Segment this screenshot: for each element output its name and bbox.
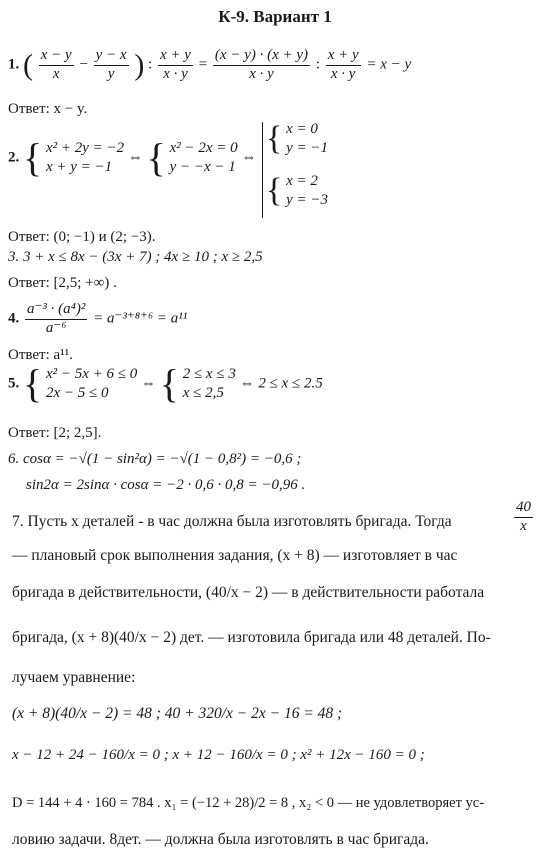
task-3-solution: 3. 3 + x ≤ 8x − (3x + 7) ; 4x ≥ 10 ; x ≥ 2,5 bbox=[8, 249, 263, 265]
fraction: $\frac{x - y}{x}$ bbox=[40, 47, 72, 82]
task-5-number: 5. bbox=[8, 375, 20, 392]
union-bracket bbox=[262, 122, 263, 218]
task-5-answer: Ответ: [2; 2,5]. bbox=[8, 425, 102, 441]
task-5-system: 5. { x² − 5x + 6 ≤ 0 2x − 5 ≤ 0 ⇔ { 2 ≤ x ≤ 3 x ≤ 2,5 ⇔ 2 ≤ x ≤ 2.5 bbox=[8, 361, 323, 406]
task-7-equation-1: (x + 8)(40/x − 2) = 48 ; 40 + 320/x − 2x − 16 = 48 ; bbox=[12, 705, 343, 722]
task-4-expression: 4. $\frac{\text{a⁻³ · (a⁴)²}}{\text{a⁻⁶}}$ = a⁻³⁺⁸⁺⁶ = a¹¹ bbox=[8, 301, 188, 336]
task-1-equation: 1. ( $\frac{x - y}{x}$ − $\frac{y - x}{y}$ ) : $\frac{x + y}{x \cdot y}$ = $\frac{(x - y) \cdot (x + y)}{x \cdot y}$ : $\frac{x + y}{x \cdot y}$ = x − y bbox=[8, 47, 412, 82]
task-7-plan-fraction: $\frac{40}{x}$ bbox=[516, 499, 531, 534]
task-6-cos: 6. cosα = −√(1 − sin²α) = −√(1 − 0,8²) = −0,6 ; bbox=[8, 451, 302, 467]
task-2-system: 2. { x² + 2y = −2 x + y = −1 ⇔ { x² − 2x = 0 y − −x − 1 ⇔ bbox=[8, 135, 257, 180]
root-1: { x = 0 y = −1 bbox=[266, 119, 328, 157]
task-7-equation-2: x − 12 + 24 − 160/x = 0 ; x + 12 − 160/x = 0 ; x² + 12x − 160 = 0 ; bbox=[12, 747, 425, 763]
task-7-line-4: бригада, (x + 8)(40/x − 2) дет. — изготовила бригада или 48 деталей. По- bbox=[12, 629, 491, 646]
task-2-number: 2. bbox=[8, 149, 20, 166]
task-1-answer: Ответ: x − y. bbox=[8, 101, 88, 117]
task-7-discriminant: D = 144 + 4 · 160 = 784 . x₁ = (−12 + 28)/2 = 8 , x₂ < 0 — не удовлетворяет ус- bbox=[12, 795, 485, 811]
fraction: $\frac{x + y}{x \cdot y}$ bbox=[327, 47, 359, 82]
task-7-line-5: лучаем уравнение: bbox=[12, 669, 136, 686]
fraction: $\frac{y - x}{y}$ bbox=[95, 47, 127, 82]
root-2: { x = 2 y = −3 bbox=[266, 171, 328, 209]
task-7-line-1: 7. Пусть x деталей - в час должна была изготовлять бригада. Тогда bbox=[12, 513, 452, 530]
fraction: $\frac{x + y}{x \cdot y}$ bbox=[160, 47, 191, 82]
task-3-answer: Ответ: [2,5; +∞) . bbox=[8, 275, 117, 291]
fraction: $\frac{\text{a⁻³ · (a⁴)²}}{\text{a⁻⁶}}$ bbox=[27, 301, 86, 336]
task-7-line-2: — плановый срок выполнения задания, (x + 8) — изготовляет в час bbox=[12, 547, 458, 564]
task-2-answer: Ответ: (0; −1) и (2; −3). bbox=[8, 229, 156, 245]
task-7-conclusion: ловию задачи. 8дет. — должна была изготовлять в час бригада. bbox=[12, 831, 429, 848]
task-4-answer: Ответ: a¹¹. bbox=[8, 347, 73, 363]
task-6-sin: sin2α = 2sinα · cosα = −2 · 0,6 · 0,8 = −0,96 . bbox=[26, 477, 306, 493]
fraction: $\frac{(x - y) \cdot (x + y)}{x \cdot y}$ bbox=[214, 47, 309, 82]
task-4-number: 4. bbox=[8, 310, 20, 327]
task-7-line-3: бригада в действительности, (40/x − 2) — в действительности работала bbox=[12, 584, 485, 601]
task-1-number: 1. bbox=[8, 56, 20, 73]
page-title: К-9. Вариант 1 bbox=[218, 7, 332, 26]
